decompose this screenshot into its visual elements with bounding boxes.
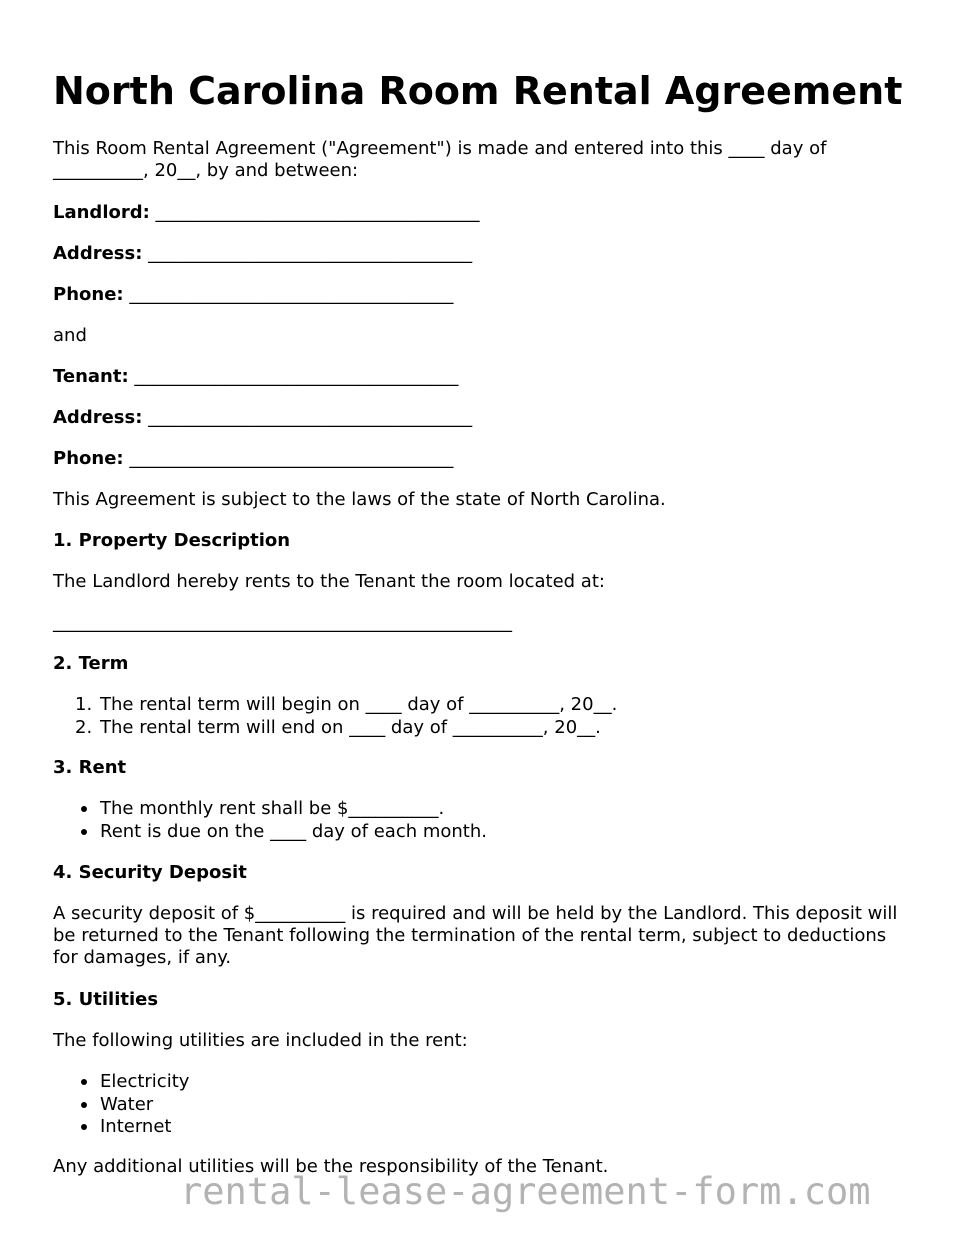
section-heading-term: 2. Term [53,653,129,674]
landlord-label: Landlord: [53,202,150,223]
list-item: The monthly rent shall be $__________. [53,798,487,821]
and-text: and [53,325,87,346]
document-title: North Carolina Room Rental Agreement [53,69,903,113]
tenant-blank: ____________________________________ [134,366,459,387]
tenant-phone-label: Phone: [53,448,124,469]
section-heading-property: 1. Property Description [53,530,291,551]
list-item: Electricity [53,1071,189,1094]
list-item [53,694,617,717]
landlord-phone-label: Phone: [53,284,124,305]
utilities-text: The following utilities are included in the rent: [53,1030,468,1051]
landlord-field [53,202,480,224]
tenant-phone-field [53,448,453,470]
utilities-list [53,1071,189,1139]
deposit-text: A security deposit of $__________ is required and will be held by the Landlord. This deposit will be returned to the Tenant following the termination of the rental term, subject to deductions for damages, if any. [53,903,898,968]
landlord-address-field [53,243,472,265]
list-item-number: 2. [75,716,93,738]
tenant-phone-blank: ____________________________________ [129,448,454,469]
landlord-phone-blank: ____________________________________ [129,284,454,305]
tenant-address-blank: ____________________________________ [148,407,473,428]
list-item: Water [53,1094,189,1117]
list-item-text: The rental term will end on ____ day of __________, 20__. [100,716,601,738]
list-item-number: 1. [75,694,93,715]
governing-law-text: This Agreement is subject to the laws of the state of North Carolina. [53,489,666,510]
tenant-label: Tenant: [53,366,129,387]
term-list [53,694,617,739]
section-heading-utilities: 5. Utilities [53,989,159,1010]
list-item-text: The rental term will begin on ____ day of __________, 20__. [100,694,618,715]
property-address-blank: ___________________________________________________ [53,612,512,633]
list-item [53,717,617,740]
tenant-address-label: Address: [53,407,143,428]
list-item: Rent is due on the ____ day of each month. [53,821,487,844]
property-text: The Landlord hereby rents to the Tenant the room located at: [53,571,605,592]
utilities-footer-text: Any additional utilities will be the responsibility of the Tenant. [53,1156,609,1177]
tenant-field [53,366,458,388]
rent-list [53,798,487,843]
section-heading-deposit: 4. Security Deposit [53,862,247,883]
tenant-address-field [53,407,472,429]
watermark-text: rental-lease-agreement-form.com [180,1170,871,1213]
landlord-phone-field [53,284,453,306]
intro-paragraph: This Room Rental Agreement ("Agreement") is made and entered into this ____ day of __________, 20__, by and between: [53,138,827,181]
landlord-blank: ____________________________________ [155,202,480,223]
section-heading-rent: 3. Rent [53,757,127,778]
landlord-address-blank: ____________________________________ [148,243,473,264]
list-item: Internet [53,1116,189,1139]
landlord-address-label: Address: [53,243,143,264]
